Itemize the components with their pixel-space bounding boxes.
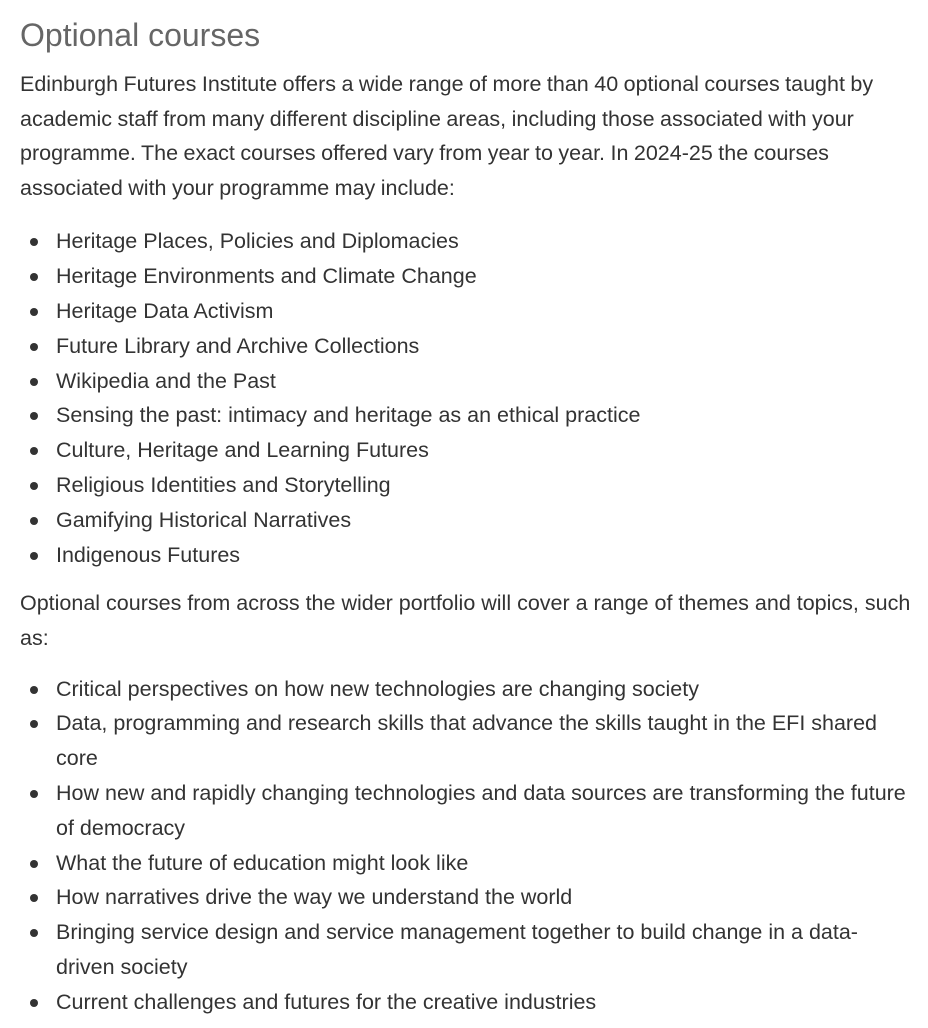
bullet-icon [30,894,38,902]
list-item [20,433,914,468]
list-item [20,880,914,915]
course-name: Heritage Data Activism [56,298,274,323]
list-item [20,364,914,399]
themes-list [20,672,914,1020]
list-item [20,538,914,573]
list-item [20,329,914,364]
course-name: Culture, Heritage and Learning Futures [56,438,429,463]
list-item [20,224,914,259]
theme-text: How narratives drive the way we understand the world [56,885,573,910]
list-item [20,915,914,985]
bullet-icon [30,273,38,281]
bullet-icon [30,720,38,728]
theme-text: What the future of education might look like [56,850,469,875]
bullet-icon [30,412,38,420]
list-item [20,846,914,881]
theme-text: Bringing service design and service management together to build change in a data-driven society [56,920,858,979]
course-name: Sensing the past: intimacy and heritage as an ethical practice [56,403,641,428]
section-title: Optional courses [20,17,261,53]
course-name: Heritage Environments and Climate Change [56,264,477,289]
list-item [20,776,914,846]
bullet-icon [30,343,38,351]
bullet-icon [30,999,38,1007]
list-item [20,672,914,707]
intro-paragraph: Edinburgh Futures Institute offers a wide range of more than 40 optional courses taught by academic staff from many different discipline areas, including those associated with your programme. The exact courses offered vary from year to year. In 2024-25 the courses associated with your programme may include: [20,72,874,200]
list-item [20,259,914,294]
course-name: Indigenous Futures [56,542,241,567]
course-name: Heritage Places, Policies and Diplomacies [56,229,459,254]
bullet-icon [30,517,38,525]
course-name: Religious Identities and Storytelling [56,472,391,497]
bullet-icon [30,790,38,798]
bullet-icon [30,378,38,386]
theme-text: Critical perspectives on how new technologies are changing society [56,676,699,701]
course-name: Wikipedia and the Past [56,368,276,393]
bullet-icon [30,860,38,868]
theme-text: Current challenges and futures for the creative industries [56,989,597,1014]
bullet-icon [30,552,38,560]
list-item [20,468,914,503]
course-name: Future Library and Archive Collections [56,333,420,358]
bullet-icon [30,447,38,455]
theme-text: How new and rapidly changing technologies and data sources are transforming the future of democracy [56,780,906,840]
list-item [20,706,914,776]
list-item [20,398,914,433]
bullet-icon [30,238,38,246]
list-item [20,985,914,1020]
theme-text: Data, programming and research skills that advance the skills taught in the EFI shared core [56,711,877,771]
list-item [20,503,914,538]
themes-intro-paragraph: Optional courses from across the wider portfolio will cover a range of themes and topics, such as: [20,591,911,650]
bullet-icon [30,686,38,694]
list-item [20,294,914,329]
course-list [20,224,914,572]
bullet-icon [30,308,38,316]
course-name: Gamifying Historical Narratives [56,507,352,532]
bullet-icon [30,929,38,937]
bullet-icon [30,482,38,490]
